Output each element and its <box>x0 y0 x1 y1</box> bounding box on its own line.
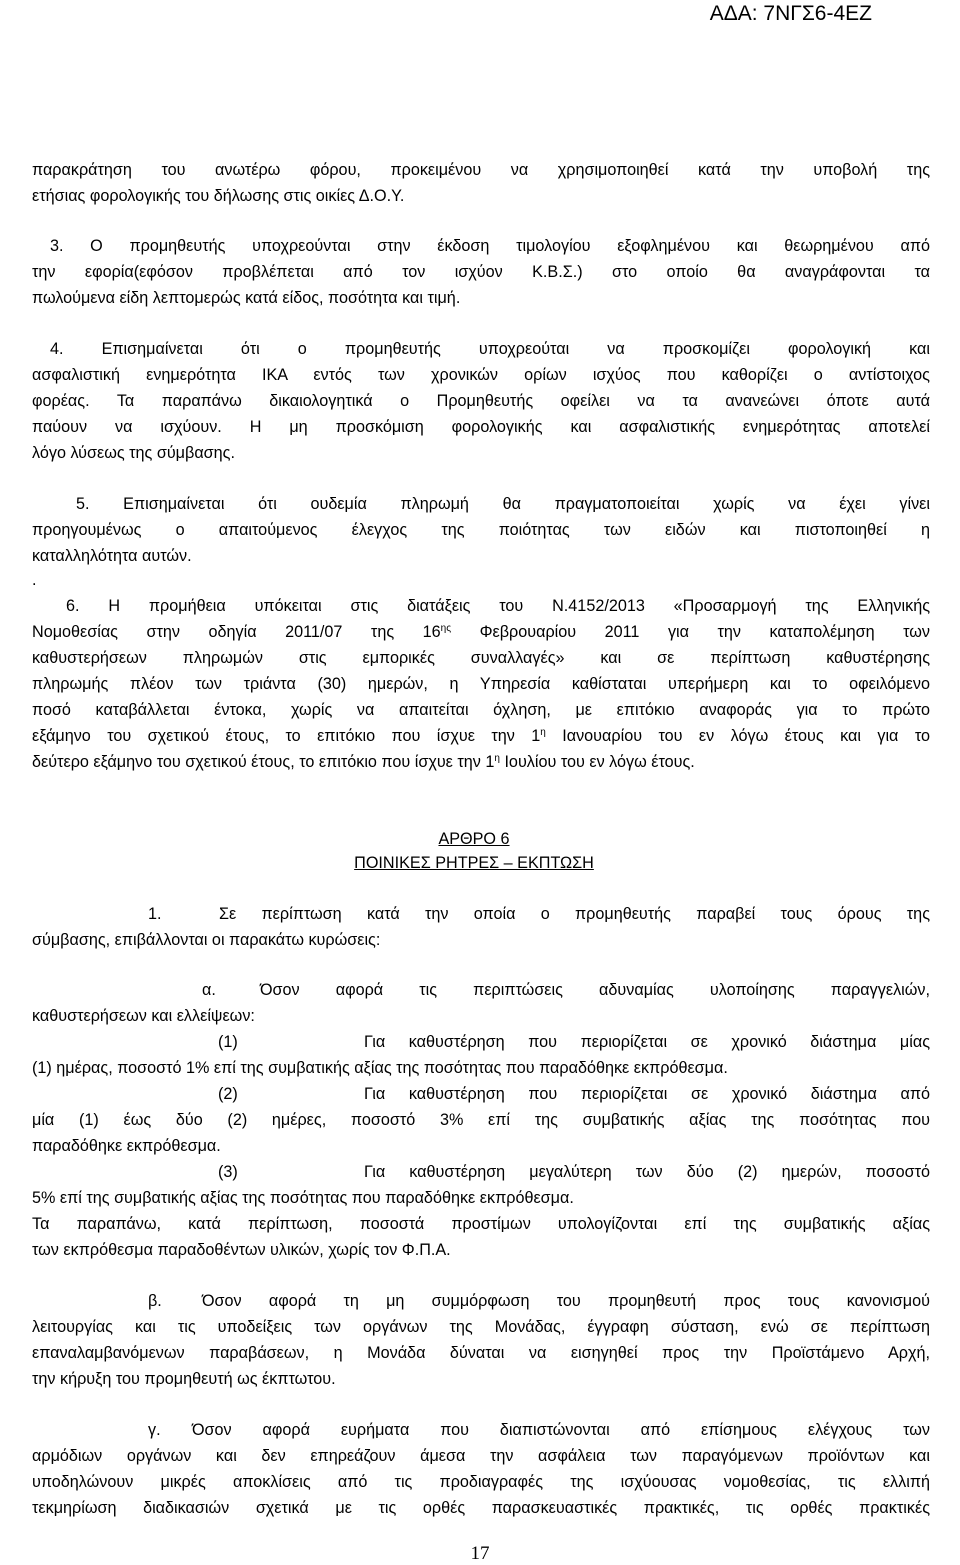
text-line: πωλούμενα είδη λεπτομερώς κατά είδος, ποσότητα και τιμή. <box>32 289 461 307</box>
item-marker: (2) <box>218 1085 238 1103</box>
item-marker: α. <box>202 981 216 999</box>
text-line: την εφορία(εφόσον προβλέπεται από τον ισχύον Κ.Β.Σ.) στο οποίο θα αναγράφονται τα <box>32 263 930 281</box>
text-line: καθυστερήσεων και ελλείψεων: <box>32 1007 255 1025</box>
text-line: 5. Επισημαίνεται ότι ουδεμία πληρωμή θα πραγματοποιείται χωρίς να έχει γίνει <box>76 495 930 513</box>
text-line: Για καθυστέρηση που περιορίζεται σε χρονικό διάστημα από <box>364 1085 930 1103</box>
text-line: Τα παραπάνω, κατά περίπτωση, ποσοστά προστίμων υπολογίζονται επί της συμβατικής αξίας <box>32 1215 930 1233</box>
article-title: ΠΟΙΝΙΚΕΣ ΡΗΤΡΕΣ – ΕΚΠΤΩΣΗ <box>354 854 594 872</box>
text-line: ετήσιας φορολογικής του δήλωσης στις οικίες Δ.Ο.Υ. <box>32 187 405 205</box>
text-line: φορέας. Τα παραπάνω δικαιολογητικά ο Προμηθευτής οφείλει να τα ανανεώνει όποτε αυτά <box>32 392 930 410</box>
item-marker: γ. <box>148 1421 161 1439</box>
text-line: τεκμηρίωση διαδικασιών σχετικά με τις ορθές παρασκευαστικές πρακτικές, τις ορθές πρακτικές <box>32 1499 930 1517</box>
text-line: 3. Ο προμηθευτής υποχρεούνται στην έκδοση τιμολογίου εξοφλημένου και θεωρημένου από <box>50 237 930 255</box>
text-line: επαναλαμβανόμενων παραβάσεων, η Μονάδα δύναται να εισηγηθεί προς την Προϊστάμενο Αρχή, <box>32 1344 930 1362</box>
text-line: Για καθυστέρηση μεγαλύτερη των δύο (2) ημερών, ποσοστό <box>364 1163 930 1181</box>
item-marker: 1. <box>148 905 162 923</box>
item-marker: (3) <box>218 1163 238 1181</box>
article-number: ΑΡΘΡΟ 6 <box>438 830 510 848</box>
text-line: καθυστερήσεων πληρωμών στις εμπορικές συναλλαγές» και σε περίπτωση καθυστέρησης <box>32 649 930 667</box>
text-line: παύουν να ισχύουν. Η μη προσκόμιση φορολογικής και ασφαλιστικής ενημερότητας αποτελεί <box>32 418 930 436</box>
item-marker: β. <box>148 1292 162 1310</box>
text-line: μία (1) έως δύο (2) ημέρες, ποσοστό 3% επί της συμβατικής αξίας της ποσότητας που <box>32 1111 930 1129</box>
text-line: προηγουμένως ο απαιτούμενος έλεγχος της ποιότητας των ειδών και πιστοποιηθεί η <box>32 521 930 539</box>
text-line: Σε περίπτωση κατά την οποία ο προμηθευτής παραβεί τους όρους της <box>219 905 930 923</box>
text-line: Όσον αφορά ευρήματα που διαπιστώνονται από επίσημους ελέγχους των <box>192 1421 930 1439</box>
text-line: αρμόδιων οργάνων και δεν επηρεάζουν άμεσα την ασφάλεια των παραγόμενων προϊόντων και <box>32 1447 930 1465</box>
text-line: (1) ημέρας, ποσοστό 1% επί της συμβατικής αξίας της ποσότητας που παραδόθηκε εκπρόθεσμα. <box>32 1059 728 1077</box>
text-line: Για καθυστέρηση που περιορίζεται σε χρονικό διάστημα μίας <box>364 1033 930 1051</box>
text-line: σύμβασης, επιβάλλονται οι παρακάτω κυρώσεις: <box>32 931 381 949</box>
text-line: δεύτερο εξάμηνο του σχετικού έτους, το επιτόκιο που ίσχυε την $1^\eta$ Ιουλίου του εν λόγω έτους. <box>32 753 695 771</box>
text-line: λειτουργίας και τις υποδείξεις των οργάνων της Μονάδας, έγγραφη σύσταση, ενώ σε περίπτωση <box>32 1318 930 1336</box>
text-line: Όσον αφορά τη μη συμμόρφωση του προμηθευτή προς τους κανονισμού <box>202 1292 930 1310</box>
text-line: καταλληλότητα αυτών. <box>32 547 192 565</box>
item-marker: (1) <box>218 1033 238 1051</box>
text-line: εξάμηνο του σχετικού έτους, το επιτόκιο που ίσχυε την $1^\eta$ Ιανουαρίου του εν λόγω έτους και για το <box>32 727 930 745</box>
text-line: των εκπρόθεσμα παραδοθέντων υλικών, χωρίς τον Φ.Π.Α. <box>32 1241 451 1259</box>
text-line: την κήρυξη του προμηθευτή ως έκπτωτου. <box>32 1370 336 1388</box>
text-line: ποσό καταβάλλεται έντοκα, χωρίς να απαιτείται όχληση, με επιτόκιο αναφοράς για το πρώτο <box>32 701 930 719</box>
text-line: 6. Η προμήθεια υπόκειται στις διατάξεις του Ν.4152/2013 «Προσαρμογή της Ελληνικής <box>66 597 930 615</box>
text-line: 4. Επισημαίνεται ότι ο προμηθευτής υποχρεούται να προσκομίζει φορολογική και <box>50 340 930 358</box>
text-line: παρακράτηση του ανωτέρω φόρου, προκειμένου να χρησιμοποιηθεί κατά την υποβολή της <box>32 161 930 179</box>
text-line: Νομοθεσίας στην οδηγία 2011/07 της $16^{\eta\varsigma}$ Φεβρουαρίου 2011 για την καταπολέμηση των <box>32 623 930 641</box>
text-line: λόγο λύσεως της σύμβασης. <box>32 444 235 462</box>
page-number: 17 <box>470 1543 490 1564</box>
text-line: . <box>32 571 37 589</box>
text-line: ασφαλιστική ενημερότητα ΙΚΑ εντός των χρονικών ορίων ισχύος που καθορίζει ο αντίστοιχος <box>32 366 930 384</box>
text-line: υποδηλώνουν μικρές αποκλίσεις από τις προδιαγραφές της ισχύουσας νομοθεσίας, τις ελλιπή <box>32 1473 930 1491</box>
text-line: 5% επί της συμβατικής αξίας της ποσότητας που παραδόθηκε εκπρόθεσμα. <box>32 1189 574 1207</box>
ada-code: ΑΔΑ: 7ΝΓΣ6-4ΕΖ <box>709 2 872 25</box>
text-line: πληρωμής πλέον των τριάντα (30) ημερών, η Υπηρεσία καθίσταται υπερήμερη και το οφειλόμενο <box>32 675 930 693</box>
text-line: παραδόθηκε εκπρόθεσμα. <box>32 1137 221 1155</box>
text-line: Όσον αφορά τις περιπτώσεις αδυναμίας υλοποίησης παραγγελιών, <box>260 981 930 999</box>
